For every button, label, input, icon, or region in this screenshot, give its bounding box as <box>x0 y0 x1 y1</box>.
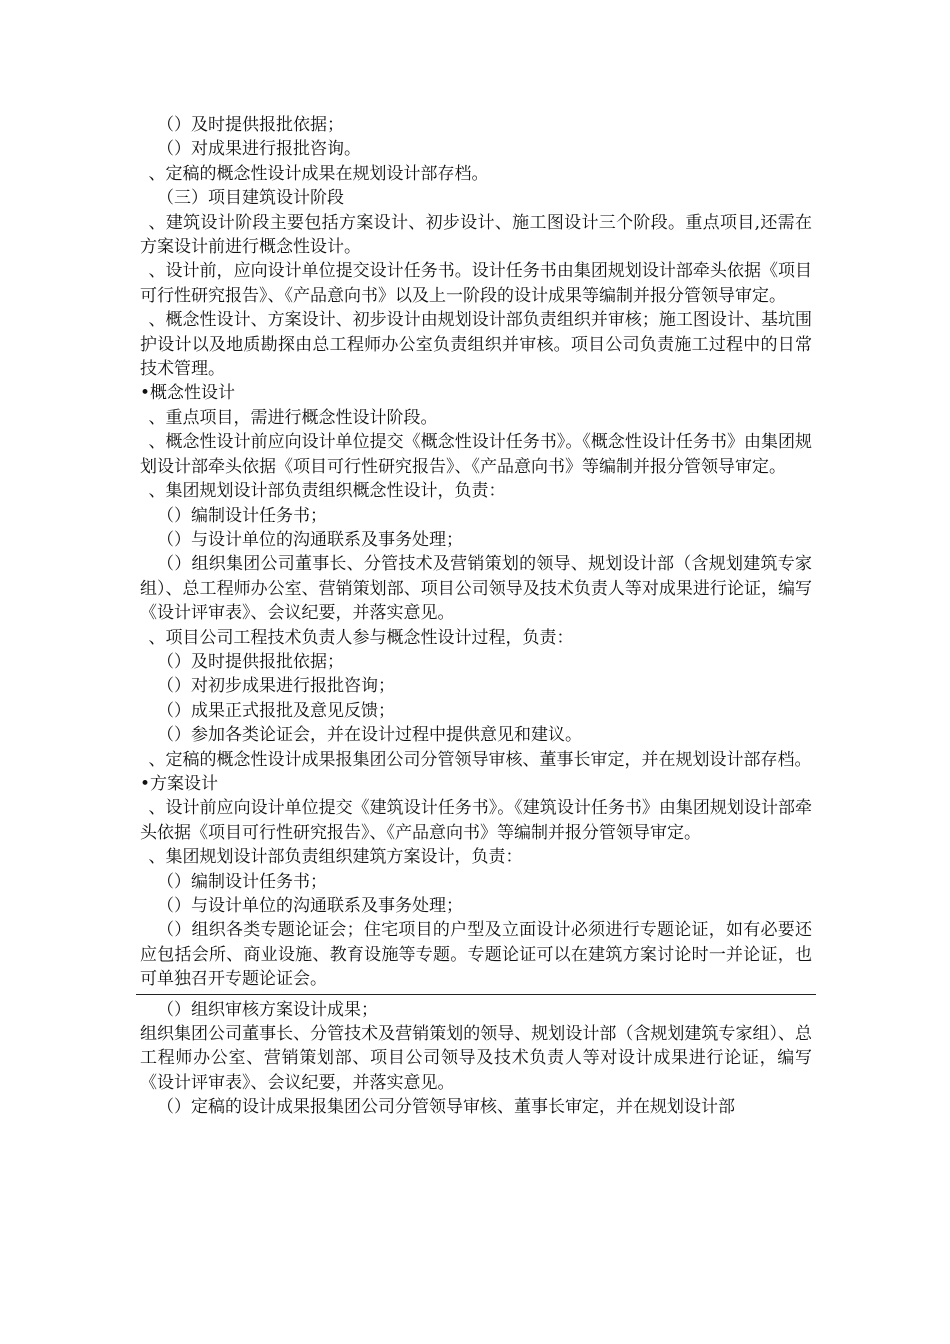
paragraph: （）成果正式报批及意见反馈； <box>157 700 395 721</box>
paragraph: （）组织各类专题论证会；住宅项目的户型及立面设计必须进行专题论证，如有必要还应包括会所、商业设施、教育设施等专题。专题论证可以在建筑方案讨论时一并论证，也可单独召开专题论证会。 <box>140 920 812 990</box>
bullet-heading: •方案设计 <box>140 773 219 794</box>
paragraph: （）对成果进行报批咨询。 <box>157 139 361 160</box>
paragraph: （）与设计单位的沟通联系及事务处理； <box>157 896 463 916</box>
paragraph: 、概念性设计、方案设计、初步设计由规划设计部负责组织并审核；施工图设计、基坑围护设计以及地质勘探由总工程师办公室负责组织并审核。项目公司负责施工过程中的日常技术管理。 <box>140 310 812 380</box>
paragraph: 、重点项目，需进行概念性设计阶段。 <box>148 407 438 428</box>
paragraph: （）对初步成果进行报批咨询； <box>157 676 395 697</box>
paragraph: （）及时提供报批依据； <box>157 651 344 672</box>
paragraph: 组织集团公司董事长、分管技术及营销策划的领导、规划设计部（含规划建筑专家组）、总工程师办公室、营销策划部、项目公司领导及技术负责人等对设计成果进行论证，编写《设计评审表》、会议纪要，并落实意见。 <box>140 1024 812 1093</box>
paragraph: 、设计前应向设计单位提交《建筑设计任务书》。《建筑设计任务书》由集团规划设计部牵头依据《项目可行性研究报告》、《产品意向书》等编制并报分管领导审定。 <box>140 798 812 843</box>
paragraph: 、集团规划设计部负责组织概念性设计，负责： <box>148 481 506 502</box>
paragraph: 、集团规划设计部负责组织建筑方案设计，负责： <box>148 847 523 868</box>
paragraph: 、定稿的概念性设计成果报集团公司分管领导审核、董事长审定，并在规划设计部存档。 <box>148 749 812 770</box>
paragraph: （）组织集团公司董事长、分管技术及营销策划的领导、规划设计部（含规划建筑专家组）、总工程师办公室、营销策划部、项目公司领导及技术负责人等对成果进行论证，编写《设计评审表》、会议纪要，并落实意见。 <box>140 554 812 624</box>
paragraph: 、概念性设计前应向设计单位提交《概念性设计任务书》。《概念性设计任务书》由集团规划设计部牵头依据《项目可行性研究报告》、《产品意向书》等编制并报分管领导审定。 <box>140 432 812 477</box>
paragraph: （）及时提供报批依据； <box>157 115 344 135</box>
horizontal-rule <box>136 994 816 995</box>
paragraph: 、定稿的概念性设计成果在规划设计部存档。 <box>148 163 489 184</box>
paragraph: （）组织审核方案设计成果； <box>157 999 378 1020</box>
bullet-heading: •概念性设计 <box>140 383 236 404</box>
paragraph: （）编制设计任务书； <box>157 505 327 526</box>
paragraph: （）定稿的设计成果报集团公司分管领导审核、董事长审定，并在规划设计部 <box>157 1097 735 1118</box>
paragraph: （）编制设计任务书； <box>157 871 327 892</box>
paragraph: （）参加各类论证会，并在设计过程中提供意见和建议。 <box>157 725 582 746</box>
section-heading: （三）项目建筑设计阶段 <box>157 188 344 209</box>
paragraph: 、项目公司工程技术负责人参与概念性设计过程，负责： <box>148 627 574 648</box>
paragraph: 、建筑设计阶段主要包括方案设计、初步设计、施工图设计三个阶段。重点项目,还需在方案设计前进行概念性设计。 <box>140 212 812 258</box>
document-body <box>140 113 812 1120</box>
paragraph: （）与设计单位的沟通联系及事务处理； <box>157 529 463 550</box>
paragraph: 、设计前，应向设计单位提交设计任务书。设计任务书由集团规划设计部牵头依据《项目可行性研究报告》、《产品意向书》以及上一阶段的设计成果等编制并报分管领导审定。 <box>140 261 812 306</box>
